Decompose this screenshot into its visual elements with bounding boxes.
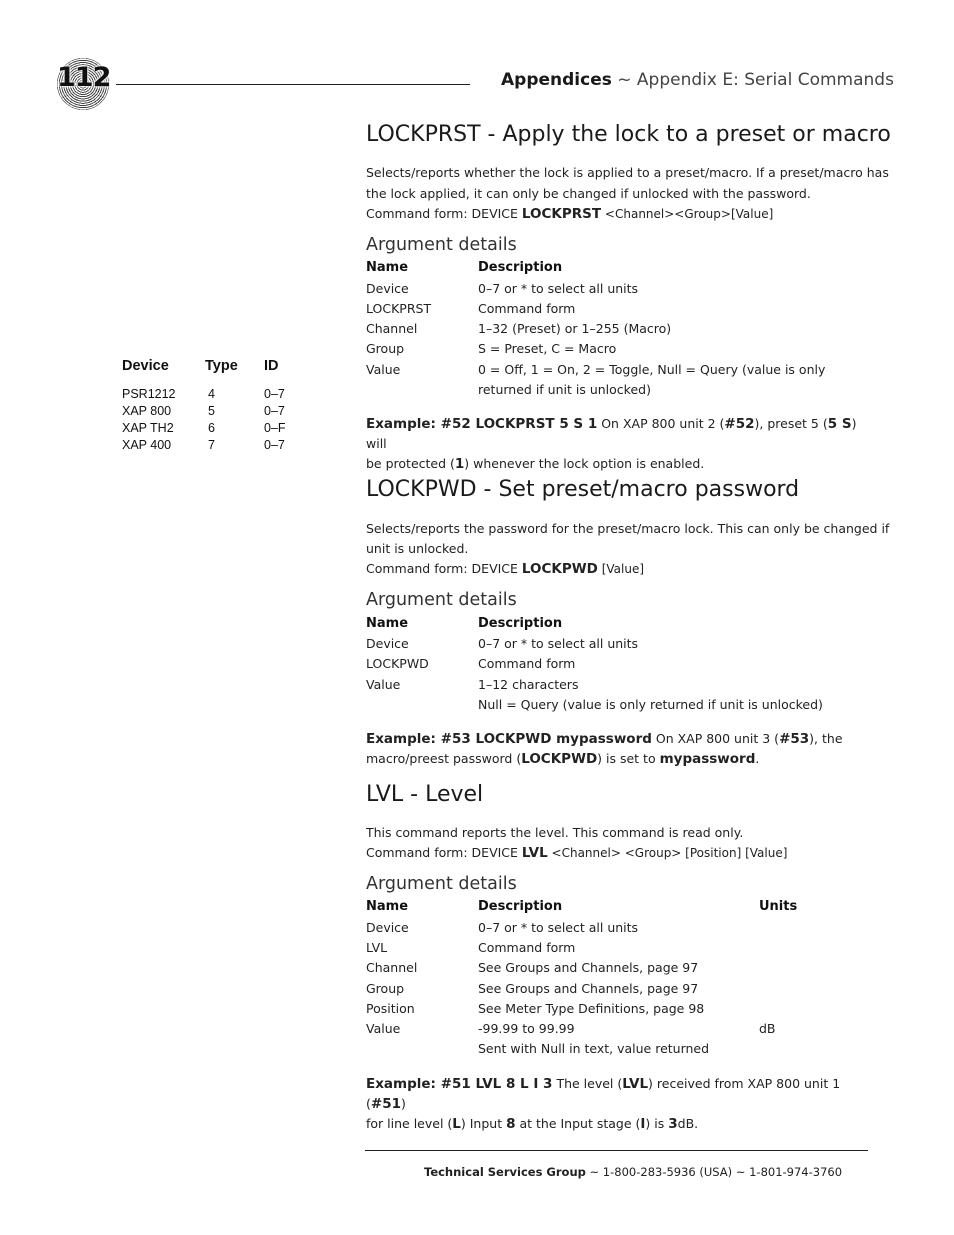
command-prefix: Command form: DEVICE [366,206,522,221]
header-section: Appendices [501,70,612,90]
arg-name: Position [366,1001,415,1016]
lockpwd-example [366,729,870,769]
example-text: ) is set to [597,751,660,766]
section-title-lvl: LVL - Level [366,782,484,807]
arg-name: LOCKPWD [366,656,429,671]
example-bold: #52 [724,416,755,432]
arg-description: returned if unit is unlocked) [478,382,651,397]
arg-name: Device [366,636,409,651]
arg-units: dB [759,1021,776,1036]
example-text: The level ( [552,1076,623,1091]
lockpwd-col-description: Description [478,616,563,631]
example-text: . [755,751,760,766]
lvl-col-units: Units [759,899,798,914]
arg-description: 1–12 characters [478,677,579,692]
example-text: On XAP 800 unit 3 ( [651,731,780,746]
lockprst-col-name: Name [366,260,409,275]
example-text: ) whenever the lock option is enabled. [464,456,705,471]
side-table-cell: 0–7 [264,404,285,418]
example-text: ), the [809,731,843,746]
arg-name: LOCKPRST [366,301,432,316]
example-bold: 8 [506,1116,516,1132]
arg-description: See Groups and Channels, page 97 [478,981,699,996]
arg-description: 0–7 or * to select all units [478,281,639,296]
arg-name: Device [366,920,409,935]
page-number: 112 [57,62,111,93]
arg-description: S = Preset, C = Macro [478,341,617,356]
example-bold: LOCKPWD [521,751,598,767]
header-separator: ~ [611,70,637,90]
example-bold: LVL [622,1076,649,1092]
header-rule [116,84,470,85]
lockpwd-command-form [366,561,644,577]
example-text: ) [401,1096,406,1111]
command-prefix: Command form: DEVICE [366,845,522,860]
example-bold: mypassword [659,751,756,767]
side-table-cell: 0–7 [264,387,285,401]
example-bold: I [640,1116,646,1132]
example-bold: 1 [454,456,465,472]
side-table-cell: 7 [208,438,215,452]
example-text: On XAP 800 unit 2 ( [597,416,725,431]
lvl-command-form [366,845,787,861]
command-name: LVL [521,845,548,861]
arg-name: Value [366,677,401,692]
lvl-example [366,1074,872,1134]
example-text: ), preset 5 ( [754,416,828,431]
command-args: [Value] [597,562,645,576]
side-table-cell: 0–F [264,421,286,435]
command-args: <Channel> <Group> [Position] [Value] [547,846,788,860]
side-table-cell: 6 [208,421,215,435]
command-args: <Channel><Group>[Value] [601,207,774,221]
lvl-argument-heading: Argument details [366,874,517,894]
example-text: ) is [645,1116,669,1131]
example-text: for line level ( [366,1116,453,1131]
example-bold: 3 [668,1116,678,1132]
arg-description: 1–32 (Preset) or 1–255 (Macro) [478,321,672,336]
example-text: at the Input stage ( [515,1116,641,1131]
lvl-col-description: Description [478,899,563,914]
side-table-cell: XAP TH2 [122,421,174,435]
side-table-header-device: Device [122,358,169,374]
arg-description: Null = Query (value is only returned if unit is unlocked) [478,697,823,712]
example-label: Example: #53 LOCKPWD mypassword [366,731,652,747]
side-table-cell: 4 [208,387,215,401]
lockpwd-argument-heading: Argument details [366,590,517,610]
arg-description: -99.99 to 99.99 [478,1021,575,1036]
arg-description: 0–7 or * to select all units [478,920,639,935]
example-text: dB. [677,1116,699,1131]
section-title-lockprst: LOCKPRST - Apply the lock to a preset or macro [366,122,891,147]
arg-name: LVL [366,940,388,955]
arg-description: 0–7 or * to select all units [478,636,639,651]
header-subsection: Appendix E: Serial Commands [636,70,894,90]
footer-contact: ~ 1-800-283-5936 (USA) ~ 1-801-974-3760 [585,1165,843,1179]
side-table-cell: XAP 800 [122,404,172,418]
arg-description: See Groups and Channels, page 97 [478,960,699,975]
side-table-cell: PSR1212 [122,387,176,401]
arg-description: See Meter Type Definitions, page 98 [478,1001,705,1016]
arg-description: Sent with Null in text, value returned [478,1041,710,1056]
side-table-cell: XAP 400 [122,438,172,452]
lockprst-command-form [366,206,773,222]
example-label: Example: #52 LOCKPRST 5 S 1 [366,416,598,432]
arg-name: Channel [366,321,418,336]
arg-name: Group [366,981,405,996]
arg-name: Value [366,362,401,377]
arg-description: Command form [478,656,576,671]
example-bold: #51 [370,1096,401,1112]
footer [424,1165,842,1179]
example-label: Example: #51 LVL 8 L I 3 [366,1076,553,1092]
lockprst-example [366,414,870,474]
arg-description: Command form [478,301,576,316]
example-text: ) Input [460,1116,507,1131]
example-text: macro/preest password ( [366,751,522,766]
arg-description: 0 = Off, 1 = On, 2 = Toggle, Null = Query (value is only [478,362,826,377]
section-title-lockpwd: LOCKPWD - Set preset/macro password [366,477,800,502]
example-bold: 5 S [827,416,852,432]
lvl-description-line1: This command reports the level. This command is read only. [366,825,744,840]
side-table-cell: 5 [208,404,215,418]
lockpwd-col-name: Name [366,616,409,631]
lockpwd-description-line1: Selects/reports the password for the preset/macro lock. This can only be changed if [366,521,890,536]
side-table-cell: 0–7 [264,438,285,452]
command-name: LOCKPWD [521,561,598,577]
side-table-header-id: ID [264,358,279,374]
lockprst-description-line1: Selects/reports whether the lock is applied to a preset/macro. If a preset/macro has [366,165,889,180]
example-text: be protected ( [366,456,455,471]
example-text: ) received from XAP 800 unit 1 ( [366,1076,841,1111]
arg-name: Channel [366,960,418,975]
example-bold: #53 [779,731,810,747]
example-bold: L [452,1116,461,1132]
example-text: ) will [366,416,857,451]
lockpwd-description-line2: unit is unlocked. [366,541,469,556]
running-header [501,70,894,90]
footer-group: Technical Services Group [424,1165,586,1179]
lockprst-col-description: Description [478,260,563,275]
arg-name: Device [366,281,409,296]
lockprst-description-line2: the lock applied, it can only be changed if unlocked with the password. [366,186,811,201]
lockprst-argument-heading: Argument details [366,235,517,255]
arg-name: Value [366,1021,401,1036]
arg-description: Command form [478,940,576,955]
footer-rule [365,1150,868,1151]
arg-name: Group [366,341,405,356]
side-table-header-type: Type [205,358,238,374]
lvl-col-name: Name [366,899,409,914]
command-prefix: Command form: DEVICE [366,561,522,576]
command-name: LOCKPRST [521,206,602,222]
